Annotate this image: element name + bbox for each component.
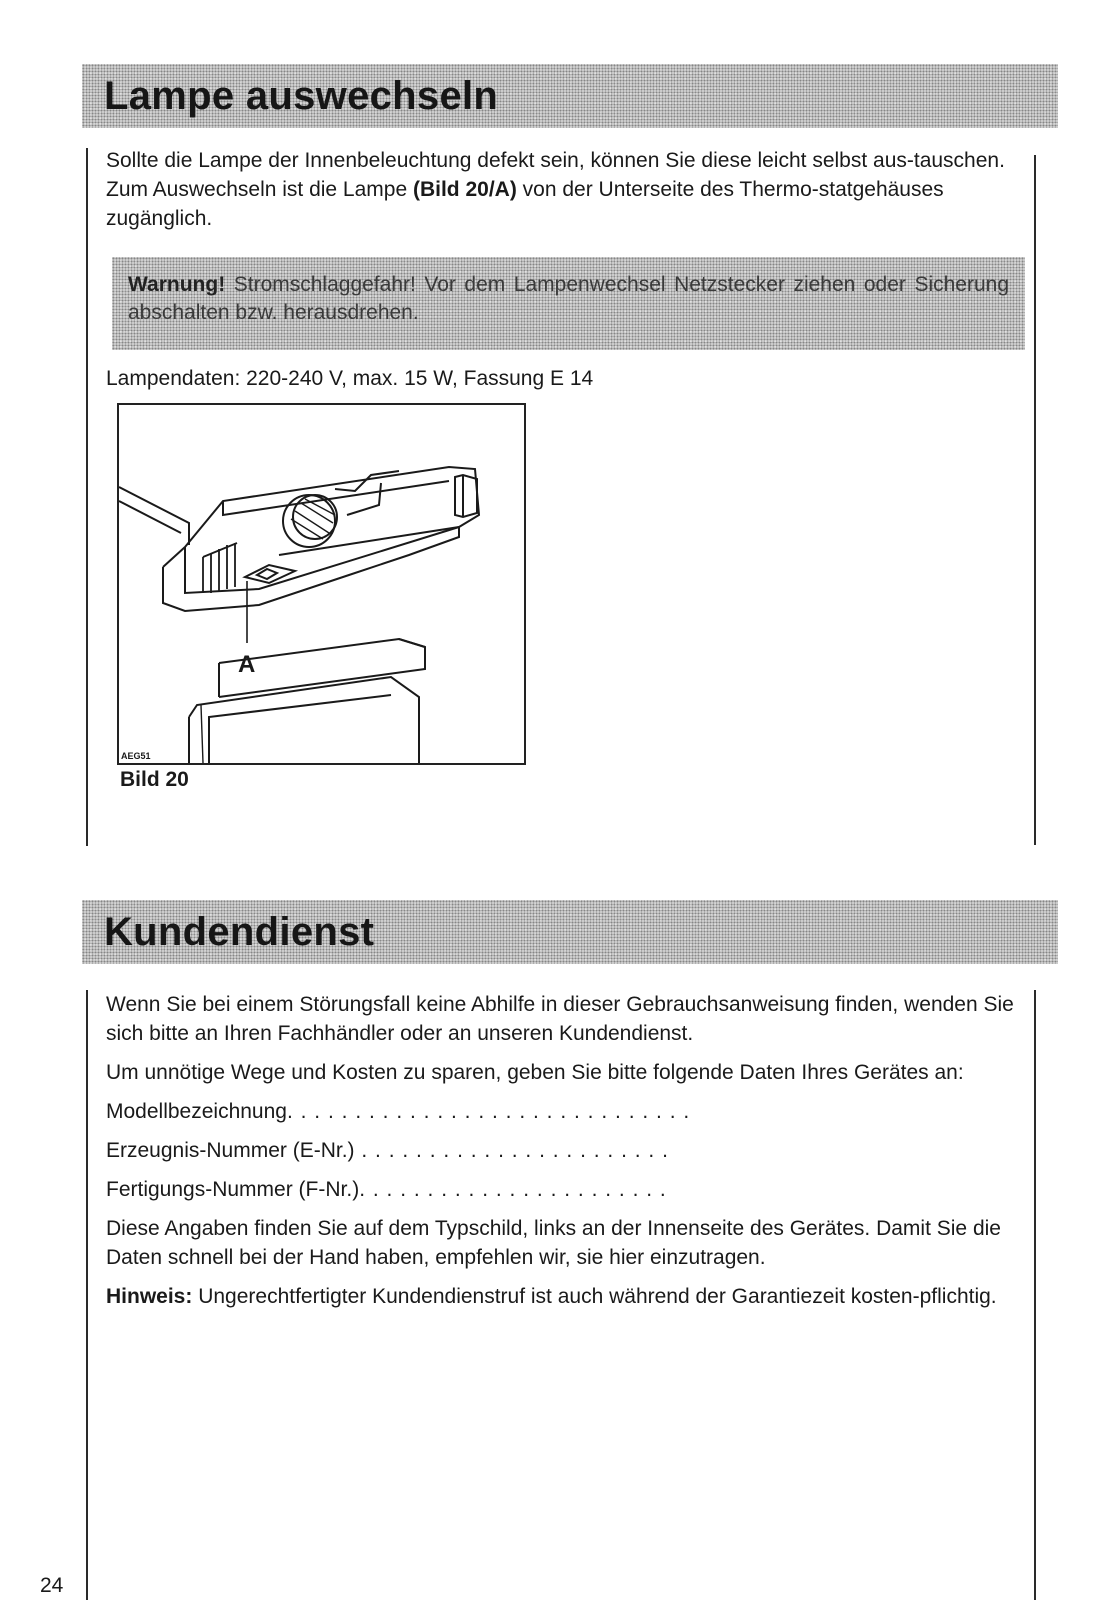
lamp-housing-drawing [119,405,524,763]
figure-lamp-illustration [117,403,526,765]
section-heading-banner [82,64,1058,128]
kundendienst-paragraph-3: Diese Angaben finden Sie auf dem Typschild, links an der Innenseite des Gerätes. Damit Sie die Daten schnell bei der Hand haben, empfehlen wir, sie hier einzutragen. [106,1217,1001,1269]
warning-label: Warnung! [128,273,226,296]
figure-caption: Bild 20 [120,768,189,791]
section2-body [106,990,1046,1311]
field-model: Modellbezeichnung. . . . . . . . . . . . . . . . . . . . . . . . . . . . . . [106,1100,691,1123]
kundendienst-paragraph-1: Wenn Sie bei einem Störungsfall keine Abhilfe in dieser Gebrauchsanweisung finden, wenden Sie sich bitte an Ihren Fachhändler oder an unseren Kundendienst. [106,993,1014,1045]
warning-box [112,257,1025,350]
figure-reference: (Bild 20/A) [412,178,517,201]
figure-point-label: A [238,651,256,678]
lamp-data-text: Lampendaten: 220-240 V, max. 15 W, Fassung E 14 [106,367,594,390]
field-f-nr: Fertigungs-Nummer (F-Nr.). . . . . . . . . . . . . . . . . . . . . . . [106,1178,667,1201]
section1-body [106,146,1046,233]
hint-label: Hinweis: [106,1285,193,1308]
figure-code: AEG51 [121,751,151,761]
left-margin-rule [86,148,88,846]
hint-paragraph: Hinweis: Ungerechtfertigter Kundendienstruf ist auch während der Garantiezeit kosten-pflichtig. [106,1285,997,1308]
field-e-nr: Erzeugnis-Nummer (E-Nr.) . . . . . . . . . . . . . . . . . . . . . . . [106,1139,669,1162]
warning-text: Warnung! Stromschlaggefahr! Vor dem Lampenwechsel Netzstecker ziehen oder Sicherung abschalten bzw. herausdrehen. [128,273,1009,324]
intro-paragraph: Sollte die Lampe der Innenbeleuchtung defekt sein, können Sie diese leicht selbst aus-tauschen. Zum Auswechseln ist die Lampe (Bild 20/A) von der Unterseite des Thermo-statgehäuses zugänglich. [106,149,1005,230]
page-number: 24 [40,1574,64,1597]
left-margin-rule-2 [86,990,88,1600]
section-heading-banner-2 [82,900,1058,964]
right-margin-rule [1034,155,1036,845]
kundendienst-paragraph-2: Um unnötige Wege und Kosten zu sparen, geben Sie bitte folgende Daten Ihres Gerätes an: [106,1061,964,1084]
section-title-kundendienst: Kundendienst [104,910,375,954]
lamp-data-block [106,364,1046,393]
section-title-lampe: Lampe auswechseln [104,74,499,118]
